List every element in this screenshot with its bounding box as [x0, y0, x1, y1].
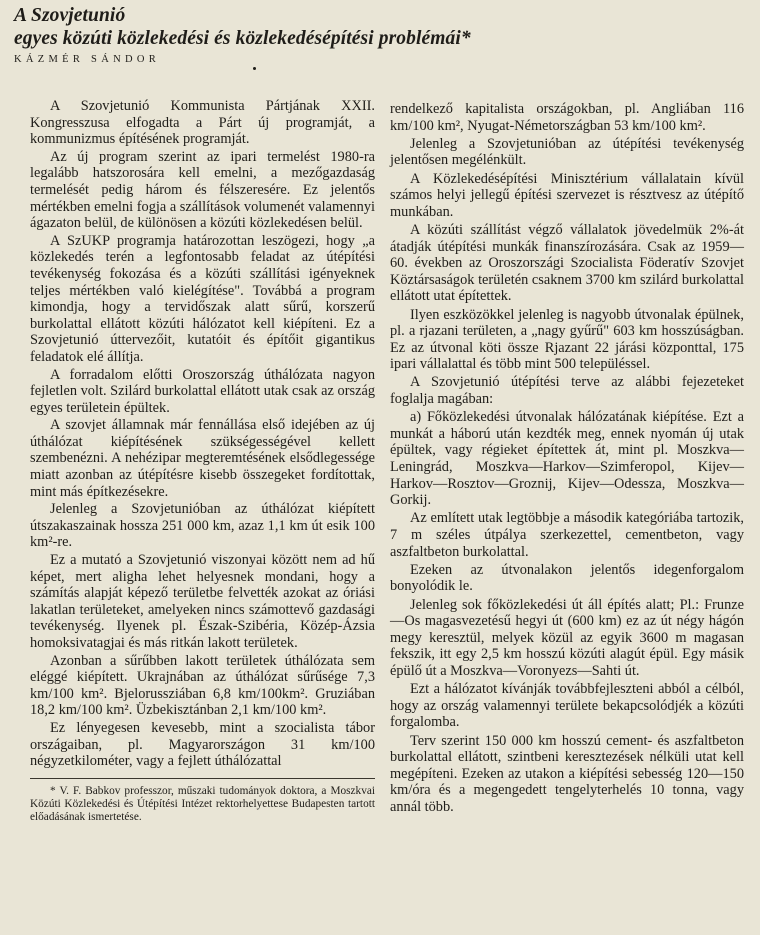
paragraph: A szovjet államnak már fennállása első idejében az új úthálózat kiépítésének szükségességével kellett szembenézni. A nehézipar megteremtésének elsődlegessége miatt azonban az útépítésre kisebb összegeket fordítottak, mint más építkezésekre. [30, 417, 375, 500]
left-paragraphs [30, 98, 375, 770]
paragraph: Ez lényegesen kevesebb, mint a szocialista tábor országaiban, pl. Magyarországon 31 km/100 négyzetkilométer, vagy a fejlett úthálózattal [30, 719, 375, 770]
right-paragraphs [390, 101, 744, 815]
title-line-2: egyes közúti közlekedési és közlekedésépítési problémái* [14, 28, 471, 49]
paragraph: A Szovjetunió Kommunista Pártjának XXII. Kongresszusa elfogadta a Párt új programját, a kommunizmus építésének programját. [30, 98, 375, 148]
right-column [390, 101, 744, 815]
paragraph: A közúti szállítást végző vállalatok jövedelmük 2%-át átadják útépítési munkák finanszírozására. Csak az 1959—60. években az Oroszországi Szocialista Föderatív Szovjet Köztársaságok területén csaknem 3700 km szilárd burkolattal ellátott utat építettek. [390, 221, 744, 305]
paragraph: A SzUKP programja határozottan leszögezi, hogy „a közlekedés terén a legfontosabb feladat az útépítési tevékenység fokozása és a közúti szállítási igényeknek teljes mértékben való kielégítése". Továbbá a program kimondja, hogy a tervidőszak alatt sűrű, korszerű burkolattal ellátott közúti hálózatot kell kiépíteni. Ez a Szovjetunió úttervezőit, kutatóit és építőit gigantikus feladatok elé állítja. [30, 232, 375, 365]
paragraph: Terv szerint 150 000 km hosszú cement- és aszfaltbeton burkolattal ellátott, szintbeni keresztezések nélküli utat kell megépíteni. Ezeken az utakon a kiépítési sebesség 120—150 km/óra és a megengedett tengelyterhelés 10 tonna, vagy annál több. [390, 732, 744, 815]
paragraph: Jelenleg a Szovjetunióban az úthálózat kiépített útszakaszainak hossza 251 000 km, azaz 1,1 km út esik 100 km²-re. [30, 501, 375, 551]
footnote: * V. F. Babkov professzor, műszaki tudományok doktora, a Moszkvai Közúti Közlekedési és Útépítési Intézet rektorhelyettese Budapesten tartott előadásának ismertetése. [30, 784, 375, 824]
paragraph: Ez a mutató a Szovjetunió viszonyai között nem ad hű képet, mert aligha lehet helyesnek mondani, hogy a számítás alapját képező területbe felvették azokat az óriási lakatlan területeket, amelyeken nincs számottevő gazdasági tevékenység. Ilyenek pl. Észak-Szibéria, Közép-Ázsia homoksivatagjai és más ritkán lakott területek. [30, 552, 375, 651]
paragraph: A Közlekedésépítési Minisztérium vállalatain kívül számos helyi jellegű építési szervezet is résztvesz az útépítő munkában. [390, 170, 744, 220]
ornament-dot [253, 67, 256, 70]
paragraph: Az új program szerint az ipari termelést 1980-ra legalább hatszorosára kell emelni, a mezőgazdaság termelését pedig három és félszeresére. Ez jelentős mértékben emelni fogja a szállítások volumenét valamennyi ágazaton belül, de különösen a közúti közlekedésen belül. [30, 148, 375, 232]
paragraph: a) Főközlekedési útvonalak hálózatának kiépítése. Ezt a munkát a háború után kezdték meg, ennek nyomán új utak épültek, vagy régieket építettek át, mint pl. Moszkva—Leningrád, Moszkva—Harkov—Szimferopol, Kijev—Harkov—Rosztov—Groznij, Kijev—Odessza, Moszkva—Gorkij. [390, 409, 744, 509]
left-column [30, 98, 375, 824]
title-line-1: A Szovjetunió [14, 5, 126, 26]
article-title [14, 4, 754, 50]
paragraph: Jelenleg sok főközlekedési út áll építés alatt; Pl.: Frunze—Os magasvezetésű hegyi út (600 km) ez az út négy hágón megy keresztül, melyek közül az egyik 3600 m magasan fekszik, itt egy 2,5 km hosszú közúti alagút épül. Egy másik épülő út a Moszkva—Voronyezs—Sahti út. [390, 596, 744, 679]
paragraph: Jelenleg a Szovjetunióban az útépítési tevékenység jelentősen megélénkült. [390, 135, 744, 169]
paragraph: Az említett utak legtöbbje a második kategóriába tartozik, 7 m széles útpálya szerkezettel, cementbeton, vagy aszfaltbeton burkolattal. [390, 510, 744, 560]
paragraph: Azonban a sűrűbben lakott területek úthálózata sem eléggé kiépített. Ukrajnában az úthálózat sűrűsége 7,3 km/100 km². Bjelorussziában 6,8 km/100km². Gruziában 18,2 km/100 km². Üzbekisztánban 2,1 km/100 km². [30, 652, 375, 719]
paragraph: Ezt a hálózatot kívánják továbbfejleszteni abból a célból, hogy az ország valamennyi területe bekapcsolódjék a közúti forgalomba. [390, 681, 744, 731]
paragraph: Ilyen eszközökkel jelenleg is nagyobb útvonalak épülnek, pl. a rjazani területen, a „nagy gyűrű" 603 km hosszúságban. Ez az útvonal köti össze Rjazant 22 járási központtal, 175 ipari vállalattal és több mint 500 településsel. [390, 306, 744, 373]
paragraph: rendelkező kapitalista országokban, pl. Angliában 116 km/100 km², Nyugat-Németországban 53 km/100 km². [390, 101, 744, 134]
paragraph: A forradalom előtti Oroszország úthálózata nagyon fejletlen volt. Szilárd burkolattal ellátott utak csak az ország egyes területein épültek. [30, 366, 375, 416]
paragraph: A Szovjetunió útépítési terve az alábbi fejezeteket foglalja magában: [390, 374, 744, 408]
footnote-rule [30, 778, 375, 779]
paragraph: Ezeken az útvonalakon jelentős idegenforgalom bonyolódik le. [390, 561, 744, 595]
article-author: KÁZMÉR SÁNDOR [14, 54, 161, 65]
